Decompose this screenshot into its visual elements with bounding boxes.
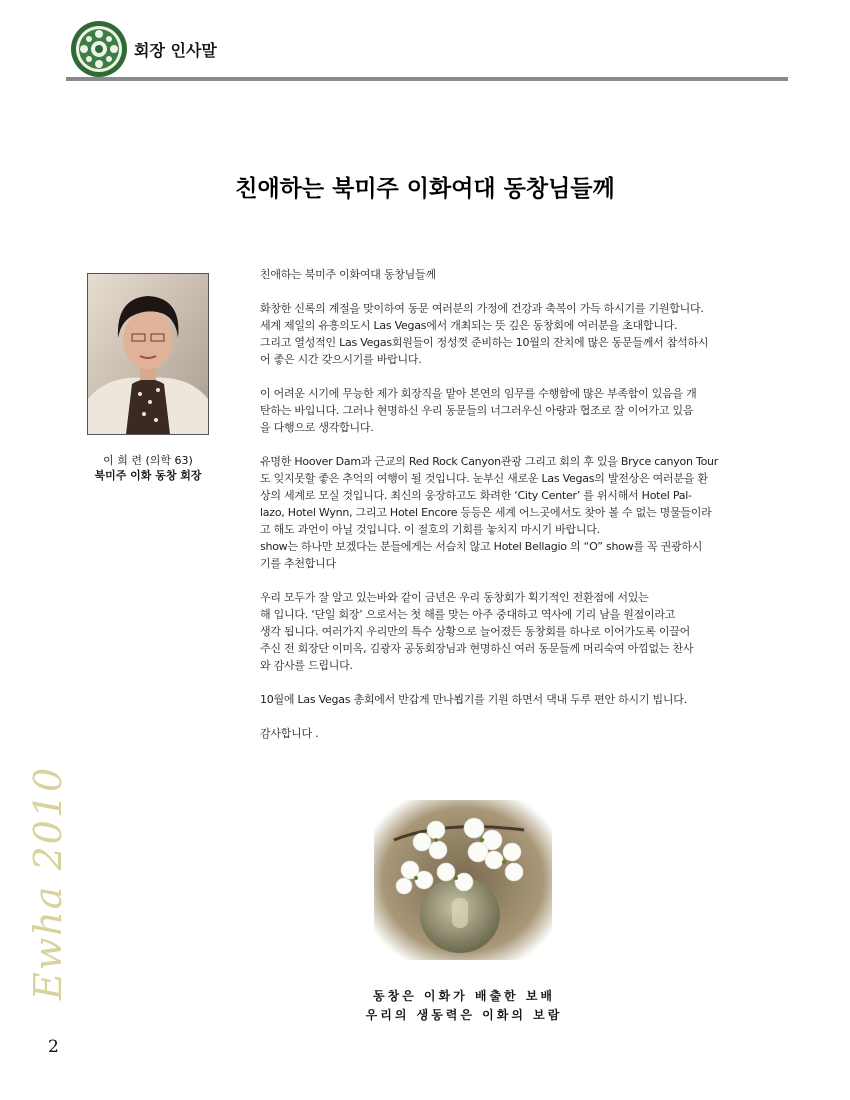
- letter-paragraph: [260, 300, 777, 368]
- motto-line: 우리의 생동력은 이화의 보람: [365, 1008, 563, 1022]
- text-line: 어 좋은 시간 갖으시기를 바랍니다.: [260, 353, 422, 366]
- ewha-emblem-logo: [70, 20, 128, 78]
- author-role: 북미주 이화 동창 회장: [94, 469, 202, 482]
- text-line: 유명한 Hoover Dam과 근교의 Red Rock Canyon관광 그리고 회의 후 있을 Bryce canyon Tour: [260, 455, 719, 468]
- text-line: show는 하나만 보겠다는 분들에게는 서슴치 않고 Hotel Bellagio 의 “O” show를 꼭 권광하시: [260, 540, 703, 553]
- pear-blossom-image: [374, 800, 552, 960]
- author-portrait-photo: [87, 273, 209, 435]
- text-line: 고 해도 과언이 아닐 것입니다. 이 절호의 기회를 놓치지 마시기 바랍니다.: [260, 523, 600, 536]
- text-line: 10월에 Las Vegas 총회에서 반갑게 만나뵙기를 기원 하면서 댁내 두루 편안 하시기 빕니다.: [260, 693, 687, 706]
- text-line: 그리고 열성적인 Las Vegas회원들이 정성껏 준비하는 10월의 잔치에 많은 동문들께서 참석하시: [260, 336, 709, 349]
- letter-paragraph: [260, 453, 777, 572]
- text-line: lazo, Hotel Wynn, 그리고 Hotel Encore 등등은 세계 어느곳에서도 찾아 볼 수 없는 명물들이라: [260, 506, 712, 519]
- letter-closing: 감사합니다 .: [260, 727, 319, 740]
- page-number: 2: [48, 1037, 59, 1057]
- text-line: 주신 전 회장단 이미옥, 김광자 공동회장님과 현명하신 여러 동문들께 머리숙여 아낌없는 찬사: [260, 642, 694, 655]
- text-line: 해 입니다. ‘단일 회장’ 으로서는 첫 해를 맞는 아주 중대하고 역사에 기리 남을 원점이라고: [260, 608, 676, 621]
- text-line: 을 다행으로 생각합니다.: [260, 421, 374, 434]
- letter-body: [260, 266, 777, 742]
- text-line: 화창한 신록의 계절을 맞이하여 동문 여러분의 가정에 건강과 축복이 가득 하시기를 기원합니다.: [260, 302, 704, 315]
- author-name: 이 희 련 (의학 63): [103, 454, 193, 467]
- text-line: 상의 세계로 모실 것입니다. 최신의 웅장하고도 화려한 ‘City Center’ 를 위시해서 Hotel Pal-: [260, 489, 692, 502]
- text-line: 와 감사를 드립니다.: [260, 659, 353, 672]
- letter-paragraph: [260, 385, 777, 436]
- page-title: 친애하는 북미주 이화여대 동창님들께: [235, 175, 615, 202]
- header-divider: [66, 77, 788, 81]
- motto-line: 동창은 이화가 배출한 보배: [372, 989, 556, 1003]
- text-line: 생각 됩니다. 여러가지 우리만의 특수 상황으로 늘어졌든 동창회를 하나로 이어가도록 이끌어: [260, 625, 690, 638]
- letter-salutation: 친애하는 북미주 이화여대 동창님들께: [260, 268, 436, 281]
- letter-paragraph: [260, 589, 777, 674]
- text-line: 우리 모두가 잘 알고 있는바와 같이 금년은 우리 동창회가 획기적인 전환점에 서있는: [260, 591, 649, 604]
- text-line: 이 어려운 시기에 무능한 제가 회장직을 맡아 본연의 임무를 수행함에 많은 부족함이 있음을 개: [260, 387, 697, 400]
- text-line: 도 잊지못할 좋은 추억의 여행이 될 것입니다. 눈부신 새로운 Las Vegas의 발전상은 여러분을 환: [260, 472, 708, 485]
- ewha-2010-side-text: Ewha 2010: [26, 765, 70, 1000]
- section-title: 회장 인사말: [134, 41, 217, 60]
- text-line: 탄하는 바입니다. 그러나 현명하신 우리 동문들의 너그러우신 아량과 협조로 잘 이어가고 있음: [260, 404, 694, 417]
- letter-paragraph: [260, 691, 777, 708]
- text-line: 기를 추천합니다: [260, 557, 336, 570]
- text-line: 세계 제일의 유흥의도시 Las Vegas에서 개최되는 뜻 깊은 동창회에 여러분을 초대합니다.: [260, 319, 678, 332]
